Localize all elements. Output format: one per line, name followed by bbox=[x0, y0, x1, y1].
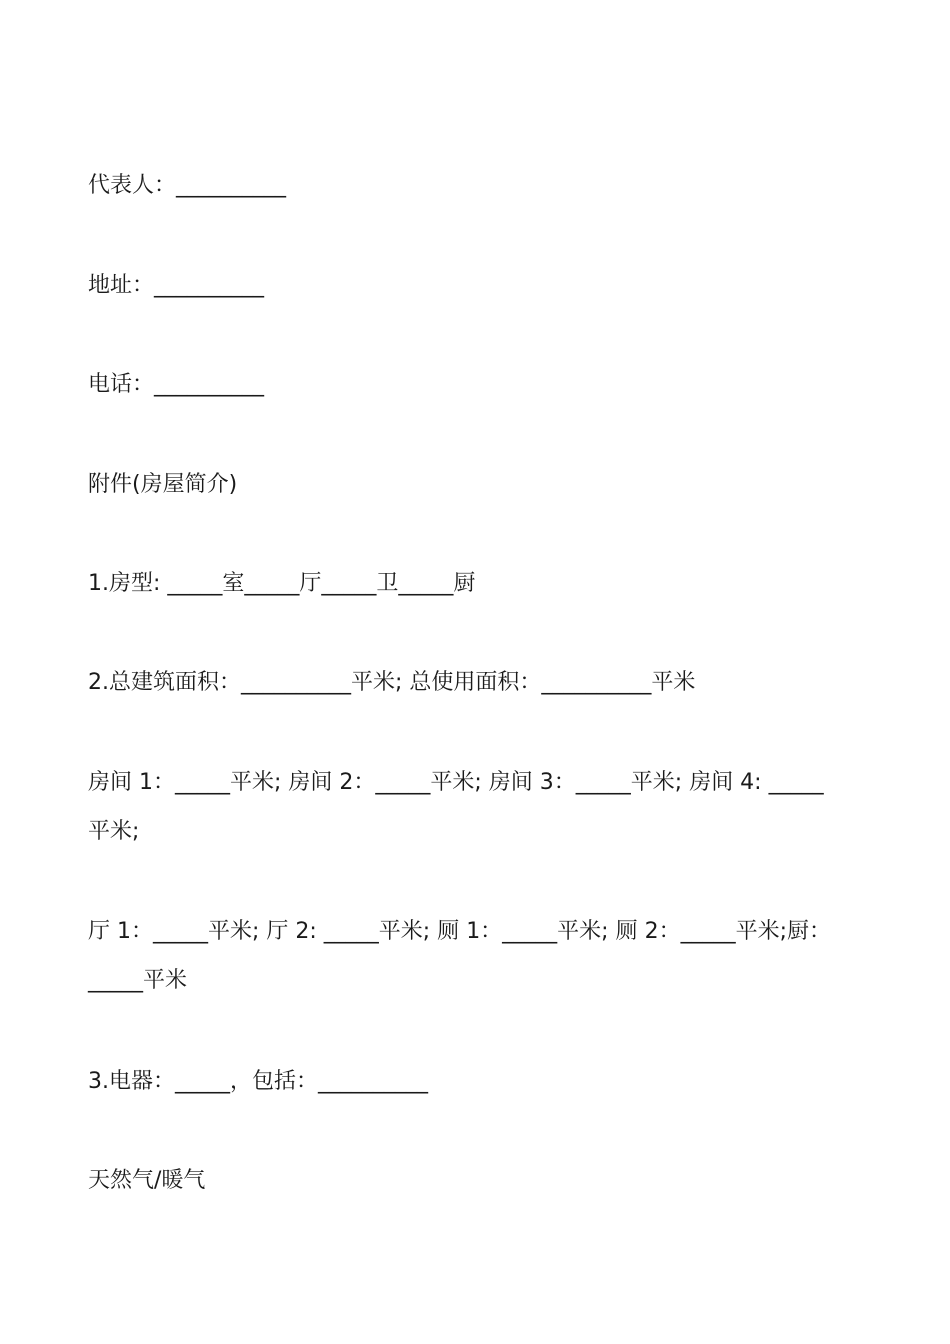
halls-area-line: 厅 1：_____平米; 厅 2: _____平米; 厕 1：_____平米; 厕 2：_____平米;厨： _____平米 bbox=[88, 919, 831, 993]
rooms-area-line: 房间 1：_____平米; 房间 2：_____平米; 房间 3：_____平米; 房间 4: _____ 平米; bbox=[88, 770, 824, 844]
area-line: 2.总建筑面积：__________平米; 总使用面积：__________平米 bbox=[88, 670, 696, 695]
representative-line: 代表人：__________ bbox=[88, 173, 287, 198]
attachment-heading: 附件(房屋简介) bbox=[88, 472, 238, 497]
room-type-line: 1.房型: _____室_____厅_____卫_____厨 bbox=[88, 571, 476, 596]
gas-heating-line: 天然气/暖气 bbox=[88, 1168, 206, 1193]
appliances-line: 3.电器：_____，包括：__________ bbox=[88, 1069, 428, 1094]
address-line: 地址：__________ bbox=[88, 273, 265, 298]
phone-line: 电话：__________ bbox=[88, 372, 265, 397]
